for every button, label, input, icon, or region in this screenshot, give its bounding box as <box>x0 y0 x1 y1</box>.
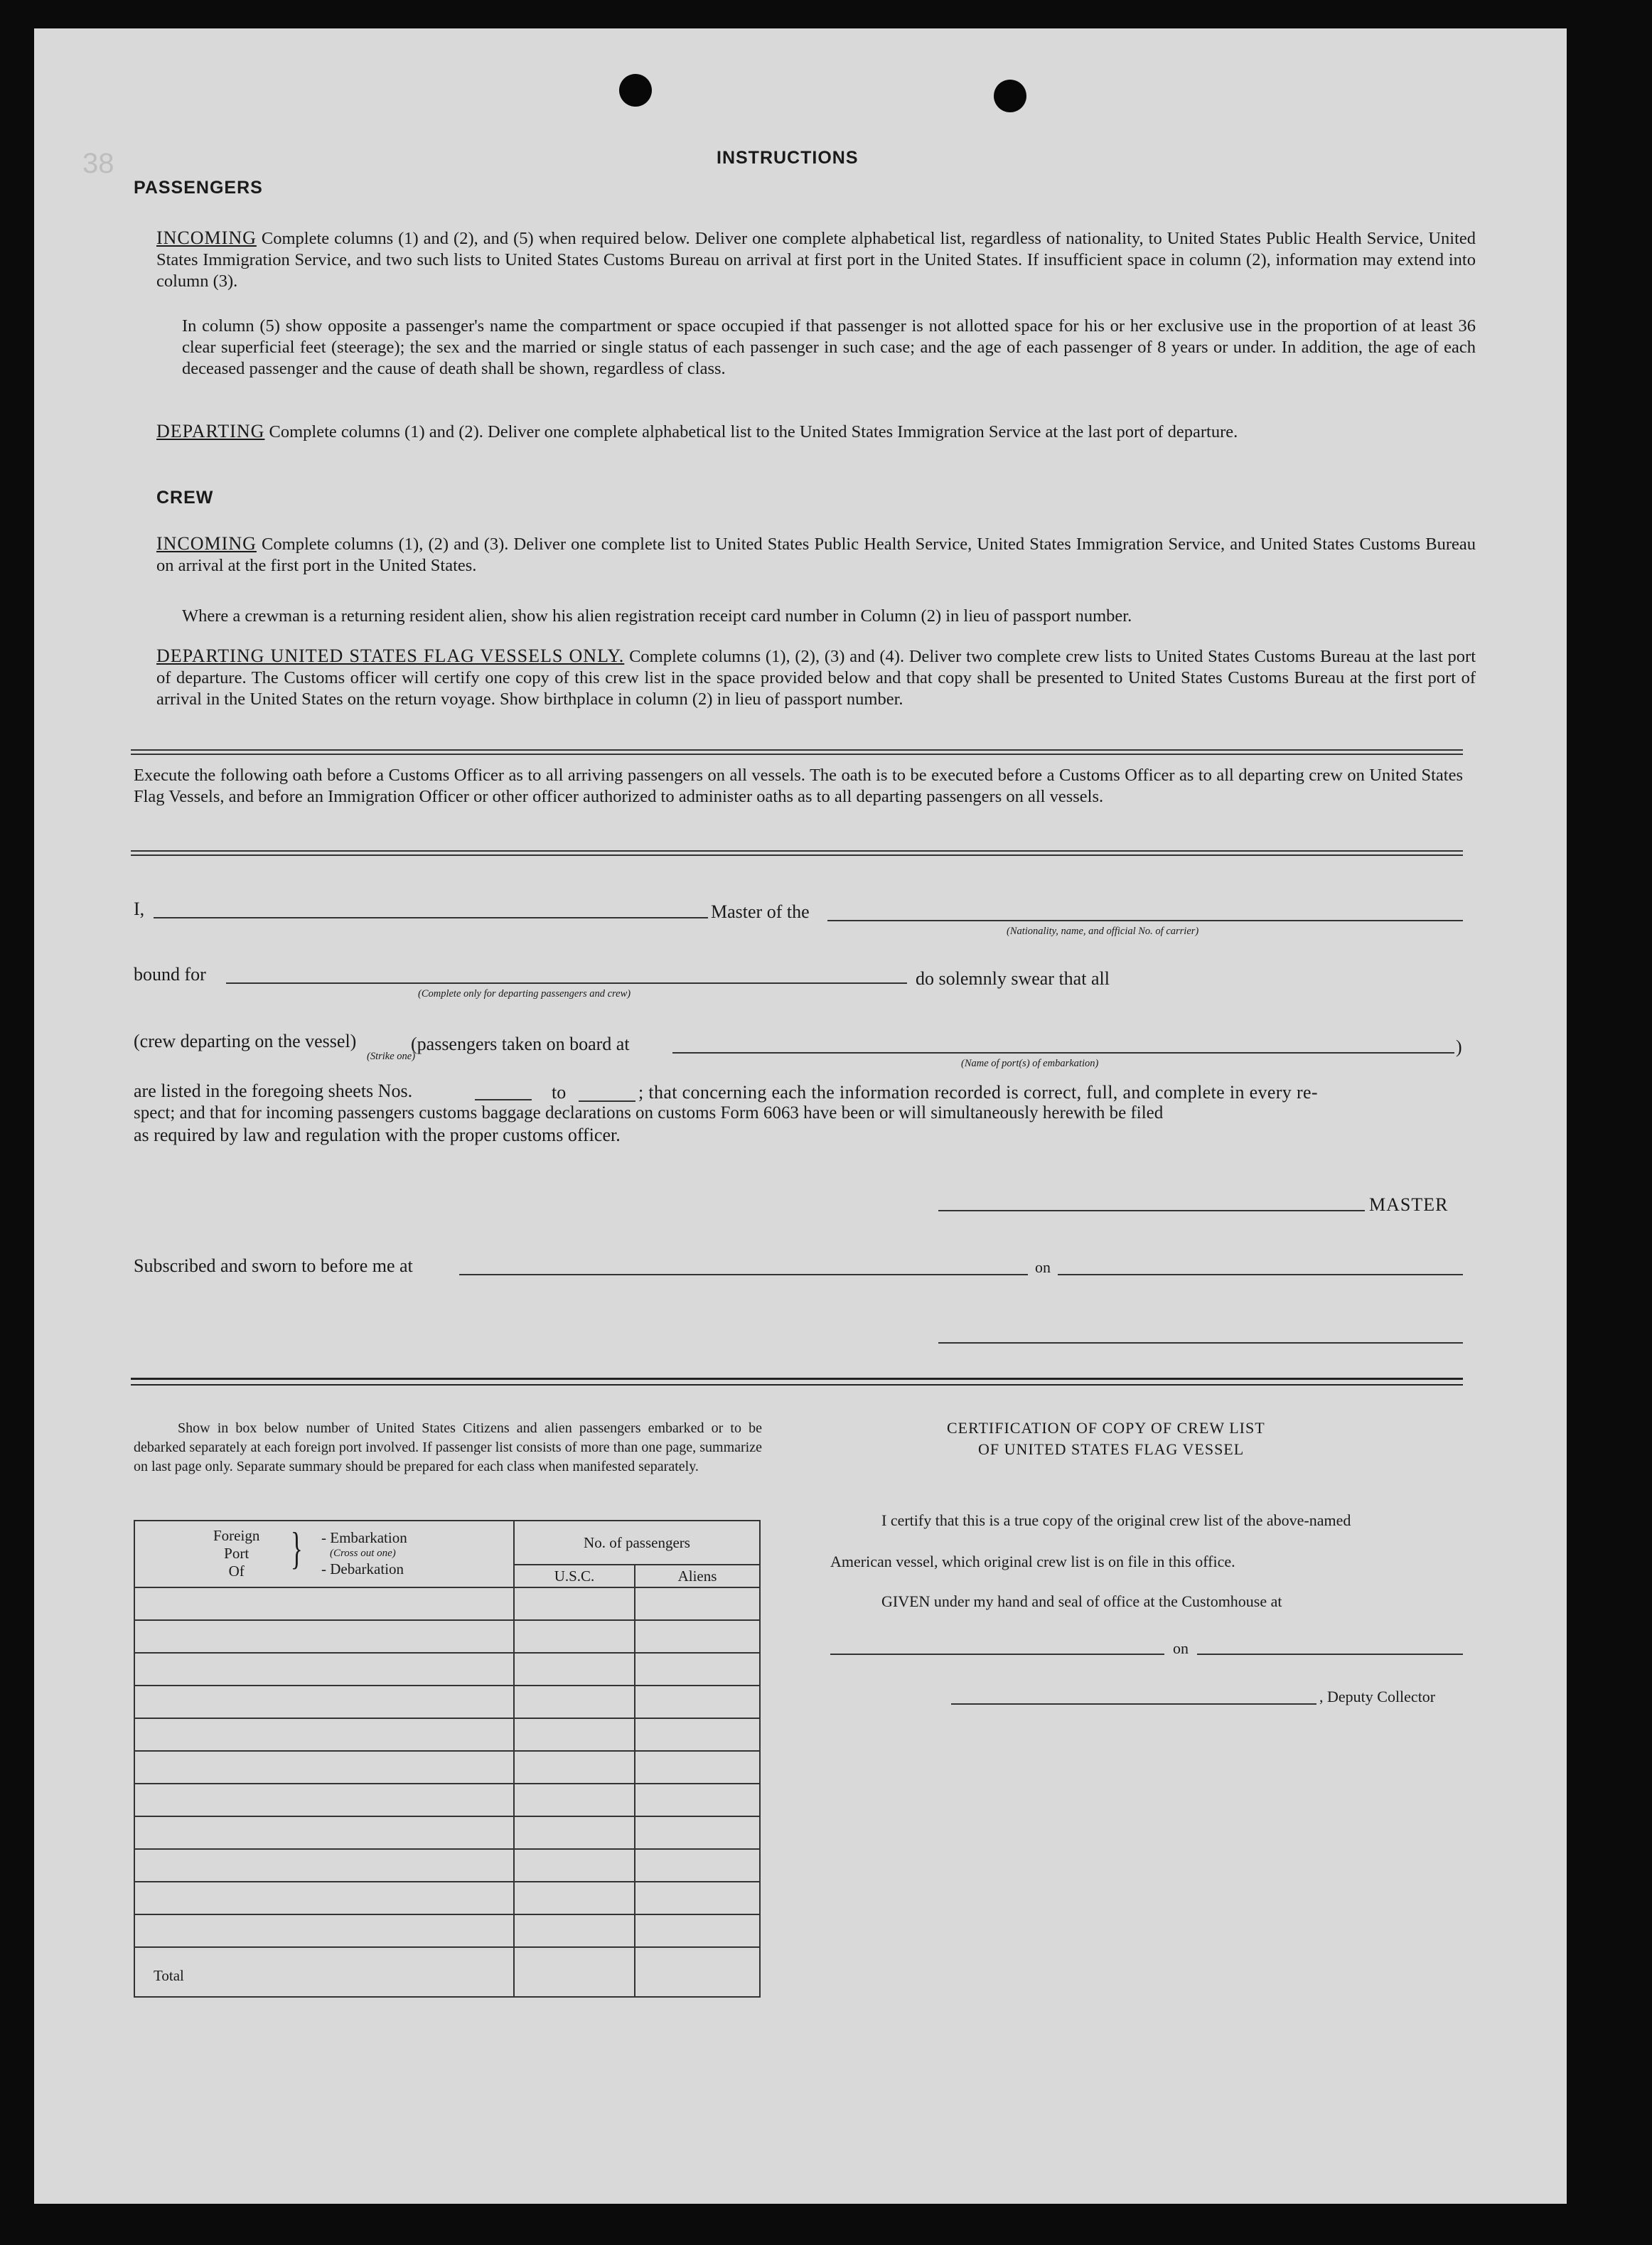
listed-sheets-label: are listed in the foregoing sheets Nos. <box>134 1081 413 1101</box>
summary-aliens-cell[interactable] <box>635 1882 760 1914</box>
summary-aliens-cell[interactable] <box>635 1784 760 1816</box>
carrier-field[interactable] <box>827 920 1463 921</box>
page-title: INSTRUCTIONS <box>717 148 859 168</box>
passengers-incoming-text: Complete columns (1) and (2), and (5) when required below. Deliver one complete alphabetical list, regardless of nationality, to United States Public Health Service, United States Immigration Service, and two such lists to United States Customs Bureau on arrival at first port in the United States. If insufficient space in column (2), information may extend into column (3). <box>156 229 1476 291</box>
summary-usc-cell[interactable] <box>514 1914 635 1947</box>
usc-header: U.S.C. <box>514 1565 635 1587</box>
bleed-through-mark: 38 <box>82 148 114 179</box>
summary-port-cell[interactable] <box>134 1653 514 1686</box>
summary-port-cell[interactable] <box>134 1882 514 1914</box>
crewman-paragraph: Where a crewman is a returning resident alien, show his alien registration receipt card number in Column (2) in lieu of passport number. <box>182 606 1132 626</box>
incoming-label: INCOMING <box>156 227 257 248</box>
officer-signature-field[interactable] <box>938 1342 1463 1344</box>
subscribed-date-field[interactable] <box>1058 1274 1463 1275</box>
summary-usc-cell[interactable] <box>514 1718 635 1751</box>
total-aliens-cell[interactable] <box>635 1947 760 1997</box>
summary-aliens-cell[interactable] <box>635 1587 760 1620</box>
crew-departing-text: Complete columns (1), (2), (3) and (4). Deliver two complete crew lists to United States Customs Bureau at the last port of departure. The Customs officer will certify one copy of this crew list in the space provided below and that copy shall be presented to United States Customs Bureau at the first port of arrival in the United States on the return voyage. Show birthplace in column (2) in lieu of passport number. <box>156 647 1476 709</box>
swear-label: do solemnly swear that all <box>916 968 1110 989</box>
crew-incoming-text: Complete columns (1), (2) and (3). Deliver one complete list to United States Public Health Service, United States Immigration Service, and United States Customs Bureau on arrival at the first port in the United States. <box>156 535 1476 575</box>
listed-line-c: spect; and that for incoming passengers customs baggage declarations on customs Form 6063 have been or will simultaneously herewith be filed <box>134 1103 1164 1122</box>
certification-on-label: on <box>1173 1639 1189 1657</box>
summary-usc-cell[interactable] <box>514 1816 635 1849</box>
crew-incoming-paragraph <box>156 533 1476 577</box>
bound-for-field[interactable] <box>226 982 907 984</box>
summary-row <box>134 1653 760 1686</box>
listed-line-d: as required by law and regulation with the proper customs officer. <box>134 1125 621 1145</box>
total-text: Total <box>154 1967 184 1984</box>
no-of-passengers-header: No. of passengers <box>514 1521 760 1565</box>
total-usc-cell[interactable] <box>514 1947 635 1997</box>
summary-port-cell[interactable] <box>134 1751 514 1784</box>
summary-instructions: Show in box below number of United States Citizens and alien passengers embarked or to be debarked separately at each foreign port involved. If passenger list consists of more than one page, summarize on last page only. Separate summary should be prepared for each class when manifested separately. <box>134 1420 762 1474</box>
bound-for-label: bound for <box>134 964 206 985</box>
summary-port-cell[interactable] <box>134 1816 514 1849</box>
carrier-caption: (Nationality, name, and official No. of carrier) <box>1007 926 1199 937</box>
subscribed-label: Subscribed and sworn to before me at <box>134 1255 413 1276</box>
embarkation-port-field[interactable] <box>672 1052 1454 1054</box>
passengers-heading: PASSENGERS <box>134 178 263 198</box>
crew-incoming-label: INCOMING <box>156 533 257 554</box>
passenger-summary-table <box>134 1520 761 1998</box>
crew-departing-label: DEPARTING UNITED STATES FLAG VESSELS ONLY. <box>156 645 625 666</box>
foreign-label: Foreign <box>213 1527 260 1544</box>
summary-aliens-cell[interactable] <box>635 1816 760 1849</box>
document-page <box>34 28 1567 2204</box>
certify-line-1: I certify that this is a true copy of the original crew list of the above-named <box>881 1511 1351 1529</box>
section-divider-heavy <box>131 1378 1463 1386</box>
punch-hole-right <box>994 80 1026 112</box>
listed-to-label: to <box>552 1082 567 1103</box>
certification-title-1: CERTIFICATION OF COPY OF CREW LIST <box>947 1419 1265 1437</box>
bound-for-caption: (Complete only for departing passengers and crew) <box>418 988 631 1000</box>
deputy-collector-label: , Deputy Collector <box>1319 1688 1436 1705</box>
passengers-departing-text: Complete columns (1) and (2). Deliver one complete alphabetical list to the United States Immigration Service at the last port of departure. <box>269 422 1238 441</box>
close-paren: ) <box>1456 1036 1462 1057</box>
embarkation-caption: (Name of port(s) of embarkation) <box>961 1058 1099 1069</box>
of-label: Of <box>228 1563 245 1580</box>
summary-row <box>134 1816 760 1849</box>
summary-rows <box>134 1587 760 1947</box>
summary-row <box>134 1620 760 1653</box>
summary-aliens-cell[interactable] <box>635 1914 760 1947</box>
summary-aliens-cell[interactable] <box>635 1620 760 1653</box>
embarkation-label: - Embarkation <box>321 1529 407 1546</box>
brace-icon: } <box>290 1523 303 1573</box>
master-label: MASTER <box>1369 1194 1449 1215</box>
summary-port-cell[interactable] <box>134 1914 514 1947</box>
master-of-the-label: Master of the <box>711 901 810 922</box>
summary-aliens-cell[interactable] <box>635 1686 760 1718</box>
summary-usc-cell[interactable] <box>514 1653 635 1686</box>
section-divider <box>131 850 1463 856</box>
summary-aliens-cell[interactable] <box>635 1849 760 1882</box>
summary-port-cell[interactable] <box>134 1784 514 1816</box>
certification-title-2: OF UNITED STATES FLAG VESSEL <box>978 1440 1245 1458</box>
master-signature-field[interactable] <box>938 1210 1365 1211</box>
summary-row <box>134 1718 760 1751</box>
summary-usc-cell[interactable] <box>514 1784 635 1816</box>
departing-label: DEPARTING <box>156 421 265 441</box>
certification-date-field[interactable] <box>1197 1654 1463 1655</box>
cross-out-caption: (Cross out one) <box>330 1548 396 1559</box>
summary-row <box>134 1784 760 1816</box>
master-name-field[interactable] <box>154 917 708 918</box>
summary-aliens-cell[interactable] <box>635 1718 760 1751</box>
aliens-header: Aliens <box>635 1565 760 1587</box>
summary-aliens-cell[interactable] <box>635 1653 760 1686</box>
summary-usc-cell[interactable] <box>514 1686 635 1718</box>
passengers-taken-option: (passengers taken on board at <box>411 1034 630 1054</box>
summary-usc-cell[interactable] <box>514 1620 635 1653</box>
summary-row <box>134 1914 760 1947</box>
foreign-port-header <box>134 1521 514 1587</box>
strike-one-caption: (Strike one) <box>367 1051 416 1062</box>
column5-paragraph: In column (5) show opposite a passenger's name the compartment or space occupied if that passenger is not allotted space for his or her exclusive use in the proportion of at least 36 clear superficial feet (steerage); the sex and the married or single status of each passenger in such case; and the age of each passenger of 8 years or under. In addition, the age of each deceased passenger and the cause of death shall be shown, regardless of class. <box>182 316 1476 378</box>
summary-port-cell[interactable] <box>134 1587 514 1620</box>
punch-hole-left <box>619 74 652 107</box>
oath-intro: Execute the following oath before a Customs Officer as to all arriving passengers on all vessels. The oath is to be executed before a Customs Officer as to all departing crew on United States Flag Vessels, and before an Immigration Officer or other officer authorized to administer oaths as to all departing passengers on all vessels. <box>134 766 1463 806</box>
subscribed-place-field[interactable] <box>459 1274 1028 1275</box>
summary-row <box>134 1849 760 1882</box>
summary-usc-cell[interactable] <box>514 1587 635 1620</box>
oath-i-label: I, <box>134 899 145 919</box>
sheet-to-field[interactable] <box>579 1100 635 1102</box>
listed-line-b: ; that concerning each the information recorded is correct, full, and complete in every re- <box>638 1082 1318 1103</box>
section-divider <box>131 749 1463 755</box>
summary-row <box>134 1882 760 1914</box>
summary-row <box>134 1587 760 1620</box>
given-line: GIVEN under my hand and seal of office at the Customhouse at <box>881 1592 1282 1610</box>
summary-row <box>134 1686 760 1718</box>
summary-usc-cell[interactable] <box>514 1849 635 1882</box>
summary-aliens-cell[interactable] <box>635 1751 760 1784</box>
summary-port-cell[interactable] <box>134 1718 514 1751</box>
certify-line-2: American vessel, which original crew list is on file in this office. <box>830 1553 1235 1570</box>
crew-departing-paragraph <box>156 645 1476 710</box>
sheet-from-field[interactable] <box>475 1099 532 1100</box>
passengers-incoming-paragraph <box>156 227 1476 292</box>
deputy-signature-field[interactable] <box>951 1703 1316 1705</box>
summary-usc-cell[interactable] <box>514 1751 635 1784</box>
total-label <box>134 1947 514 1997</box>
crew-heading: CREW <box>156 488 214 508</box>
summary-port-cell[interactable] <box>134 1849 514 1882</box>
subscribed-on-label: on <box>1035 1258 1051 1276</box>
customhouse-field[interactable] <box>830 1654 1164 1655</box>
summary-port-cell[interactable] <box>134 1686 514 1718</box>
port-label: Port <box>224 1545 250 1562</box>
passengers-departing-paragraph <box>156 421 1476 443</box>
summary-usc-cell[interactable] <box>514 1882 635 1914</box>
summary-row <box>134 1751 760 1784</box>
crew-departing-option: (crew departing on the vessel) <box>134 1031 357 1051</box>
debarkation-label: - Debarkation <box>321 1560 404 1577</box>
summary-port-cell[interactable] <box>134 1620 514 1653</box>
